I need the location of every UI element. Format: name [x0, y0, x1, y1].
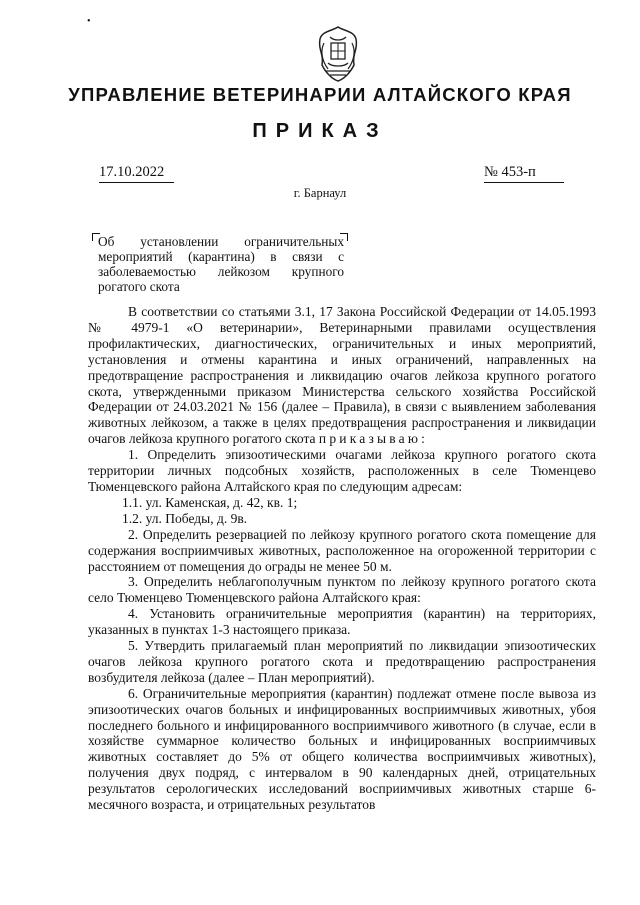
order-number: № 453-п [484, 164, 564, 183]
preamble-text: В соответствии со статьями 3.1, 17 Закона Российской Федерации от 14.05.1993 № 4979-1 «О ветеринарии», Ветеринарными правилами осуществления профилактических, диагностических, ограничительных и иных мероприятий, установления и отмены карантина и иных ограничений, направленных на предотвращение распространения и ликвидацию очагов лейкоза крупного рогатого скота, утвержденными приказом Министерства сельского хозяйства Российской Федерации от 24.03.2021 № 156 (далее – Правила), в связи с выявлением заболевания животных лейкозом, а также в целях предотвращения распространения и ликвидации очагов лейкоза крупного рогатого скота [88, 304, 596, 447]
item-2: 2. Определить резервацией по лейкозу крупного рогатого скота помещение для содержания восприимчивых животных, расположенное на огороженной территории с расстоянием от помещения до ограды не менее 50 м. [88, 526, 596, 574]
item-1-2: 1.2. ул. Победы, д. 9в. [122, 510, 248, 526]
corner-mark: • [87, 16, 91, 27]
item-1: 1. Определить эпизоотическими очагами лейкоза крупного рогатого скота территории личных подсобных хозяйств, расположенных в селе Тюменцево Тюменцевского района Алтайского края по следующим адресам: [88, 447, 596, 494]
order-subject: Об установлении ограничительных мероприятий (карантина) в связи с заболеваемостью лейкозом крупного рогатого скота [98, 234, 344, 294]
city: г. Барнаул [293, 186, 347, 200]
item-6: 6. Ограничительные мероприятия (карантин) подлежат отмене после вывоза из эпизоотических очагов больных и инфицированных восприимчивых животных, убоя последнего больного и инфицированного восприимчивого животного (в случае, если в хозяйстве суммарное количество больных и инфицированных восприимчивых животных составляет до 5% от общего количества восприимчивых животных), получения двух подряд, с интервалом в 90 календарных дней, отрицательных результатов серологических исследований восприимчивых животных старше 6-месячного возраста, и отрицательных результатов [88, 685, 596, 813]
item-1-1: 1.1. ул. Каменская, д. 42, кв. 1; [122, 494, 298, 510]
order-body [88, 304, 596, 813]
preamble-paragraph [88, 304, 596, 447]
item-5: 5. Утвердить прилагаемый план мероприятий по ликвидации эпизоотических очагов лейкоза крупного рогатого скота и предотвращению распространения возбудителя лейкоза (далее – План мероприятий). [88, 638, 596, 685]
item-4: 4. Установить ограничительные мероприятия (карантин) на территориях, указанных в пунктах 1-3 настоящего приказа. [88, 606, 596, 638]
order-date: 17.10.2022 [99, 164, 174, 183]
order-word: приказываю: [318, 431, 429, 447]
altai-krai-coat-of-arms-icon [314, 25, 362, 83]
item-3: 3. Определить неблагополучным пунктом по лейкозу крупного рогатого скота село Тюменцево Тюменцевского района Алтайского края: [88, 574, 596, 606]
organization-name: УПРАВЛЕНИЕ ВЕТЕРИНАРИИ АЛТАЙСКОГО КРАЯ [68, 84, 572, 105]
document-type-title: ПРИКАЗ [252, 120, 388, 142]
